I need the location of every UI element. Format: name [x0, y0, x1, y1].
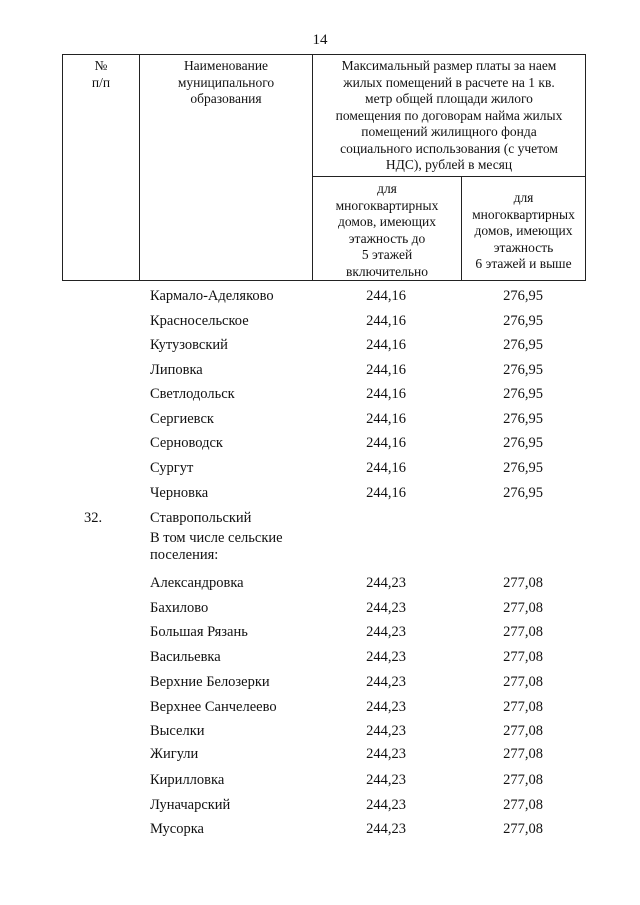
- header-number: № п/п: [91, 58, 111, 90]
- header-max-payment: Максимальный размер платы за наем жилых помещений в расчете на 1 кв. метр общей площади жилого помещения по договорам найма жилых помещений жилищного фонда социального использования (с учетом НДС), рублей в месяц: [335, 58, 563, 172]
- header-subdivider: [312, 176, 586, 177]
- municipality-name: Сергиевск: [150, 411, 214, 427]
- table-row: [0, 483, 640, 503]
- rate-6-and-above: 277,08: [503, 600, 543, 616]
- municipality-name: Луначарский: [150, 797, 231, 813]
- table-row: [0, 819, 640, 839]
- rate-up-to-5: 244,23: [366, 600, 406, 616]
- table-row: [0, 598, 640, 618]
- table-row: [0, 672, 640, 692]
- rate-6-and-above: 277,08: [503, 699, 543, 715]
- table-row: [0, 384, 640, 404]
- rate-up-to-5: 244,23: [366, 772, 406, 788]
- rate-up-to-5: 244,16: [366, 288, 406, 304]
- municipality-name: Черновка: [150, 485, 209, 501]
- table-row: [0, 795, 640, 815]
- district-name: Ставропольский: [150, 510, 252, 526]
- rate-up-to-5: 244,23: [366, 699, 406, 715]
- municipality-name: Сургут: [150, 460, 194, 476]
- rate-6-and-above: 276,95: [503, 313, 543, 329]
- table-row: [0, 573, 640, 593]
- table-row: [0, 721, 640, 741]
- municipality-name: Красносельское: [150, 313, 249, 329]
- rate-up-to-5: 244,16: [366, 411, 406, 427]
- table-row: [0, 409, 640, 429]
- table-row: [0, 770, 640, 790]
- municipality-name: Выселки: [150, 723, 205, 739]
- rate-6-and-above: 276,95: [503, 362, 543, 378]
- municipality-name: Александровка: [150, 575, 244, 591]
- header-bottom-border: [62, 280, 586, 281]
- rate-up-to-5: 244,23: [366, 674, 406, 690]
- table-row: [0, 286, 640, 306]
- header-municipality: Наименование муниципального образования: [177, 58, 275, 106]
- rate-up-to-5: 244,23: [366, 797, 406, 813]
- rate-6-and-above: 276,95: [503, 435, 543, 451]
- rate-6-and-above: 277,08: [503, 797, 543, 813]
- rate-6-and-above: 276,95: [503, 485, 543, 501]
- rate-6-and-above: 277,08: [503, 772, 543, 788]
- table-row: [0, 458, 640, 478]
- table-row: [0, 335, 640, 355]
- rate-up-to-5: 244,23: [366, 575, 406, 591]
- rate-up-to-5: 244,16: [366, 337, 406, 353]
- rate-6-and-above: 277,08: [503, 624, 543, 640]
- rate-up-to-5: 244,16: [366, 313, 406, 329]
- rate-6-and-above: 277,08: [503, 649, 543, 665]
- header-divider-2: [312, 54, 313, 281]
- rate-up-to-5: 244,23: [366, 821, 406, 837]
- municipality-name: Кармало-Аделяково: [150, 288, 274, 304]
- municipality-name: Верхнее Санчелеево: [150, 699, 277, 715]
- rate-up-to-5: 244,16: [366, 460, 406, 476]
- header-left-border: [62, 54, 63, 281]
- table-row: [0, 647, 640, 667]
- table-row: [0, 744, 640, 764]
- rate-6-and-above: 276,95: [503, 411, 543, 427]
- header-up-to-5-floors: для многоквартирных домов, имеющих этажность до 5 этажей включительно: [335, 181, 439, 279]
- municipality-name: Светлодольск: [150, 386, 235, 402]
- table-row: [0, 433, 640, 453]
- table-row: [0, 360, 640, 380]
- municipality-name: Жигули: [150, 746, 199, 762]
- rate-6-and-above: 276,95: [503, 337, 543, 353]
- rate-up-to-5: 244,16: [366, 435, 406, 451]
- rate-up-to-5: 244,16: [366, 362, 406, 378]
- table-row: [0, 622, 640, 642]
- municipality-name: Большая Рязань: [150, 624, 248, 640]
- header-6-floors-and-above: для многоквартирных домов, имеющих этажность 6 этажей и выше: [472, 190, 575, 271]
- rate-6-and-above: 277,08: [503, 723, 543, 739]
- rate-up-to-5: 244,23: [366, 723, 406, 739]
- municipality-name: Васильевка: [150, 649, 221, 665]
- rate-up-to-5: 244,23: [366, 746, 406, 762]
- table-row: [0, 311, 640, 331]
- municipality-name: Липовка: [150, 362, 203, 378]
- municipality-name: Бахилово: [150, 600, 209, 616]
- municipality-name: Кутузовский: [150, 337, 228, 353]
- municipality-name: Кирилловка: [150, 772, 225, 788]
- page-number: 14: [312, 32, 328, 48]
- municipality-name: Мусорка: [150, 821, 204, 837]
- rate-6-and-above: 277,08: [503, 746, 543, 762]
- rate-6-and-above: 277,08: [503, 575, 543, 591]
- rate-6-and-above: 276,95: [503, 386, 543, 402]
- rate-up-to-5: 244,23: [366, 624, 406, 640]
- district-number: 32.: [84, 510, 103, 526]
- municipality-name: Верхние Белозерки: [150, 674, 270, 690]
- rate-up-to-5: 244,23: [366, 649, 406, 665]
- rate-up-to-5: 244,16: [366, 485, 406, 501]
- district-row: [0, 508, 640, 528]
- rate-6-and-above: 276,95: [503, 460, 543, 476]
- rate-6-and-above: 276,95: [503, 288, 543, 304]
- district-note: В том числе сельские поселения:: [150, 530, 283, 563]
- header-divider-3: [461, 176, 462, 281]
- municipality-name: Серноводск: [150, 435, 223, 451]
- header-right-border: [585, 54, 586, 281]
- rate-6-and-above: 277,08: [503, 821, 543, 837]
- header-divider-1: [139, 54, 140, 281]
- rate-up-to-5: 244,16: [366, 386, 406, 402]
- rate-6-and-above: 277,08: [503, 674, 543, 690]
- table-row: [0, 697, 640, 717]
- header-top-border: [62, 54, 586, 55]
